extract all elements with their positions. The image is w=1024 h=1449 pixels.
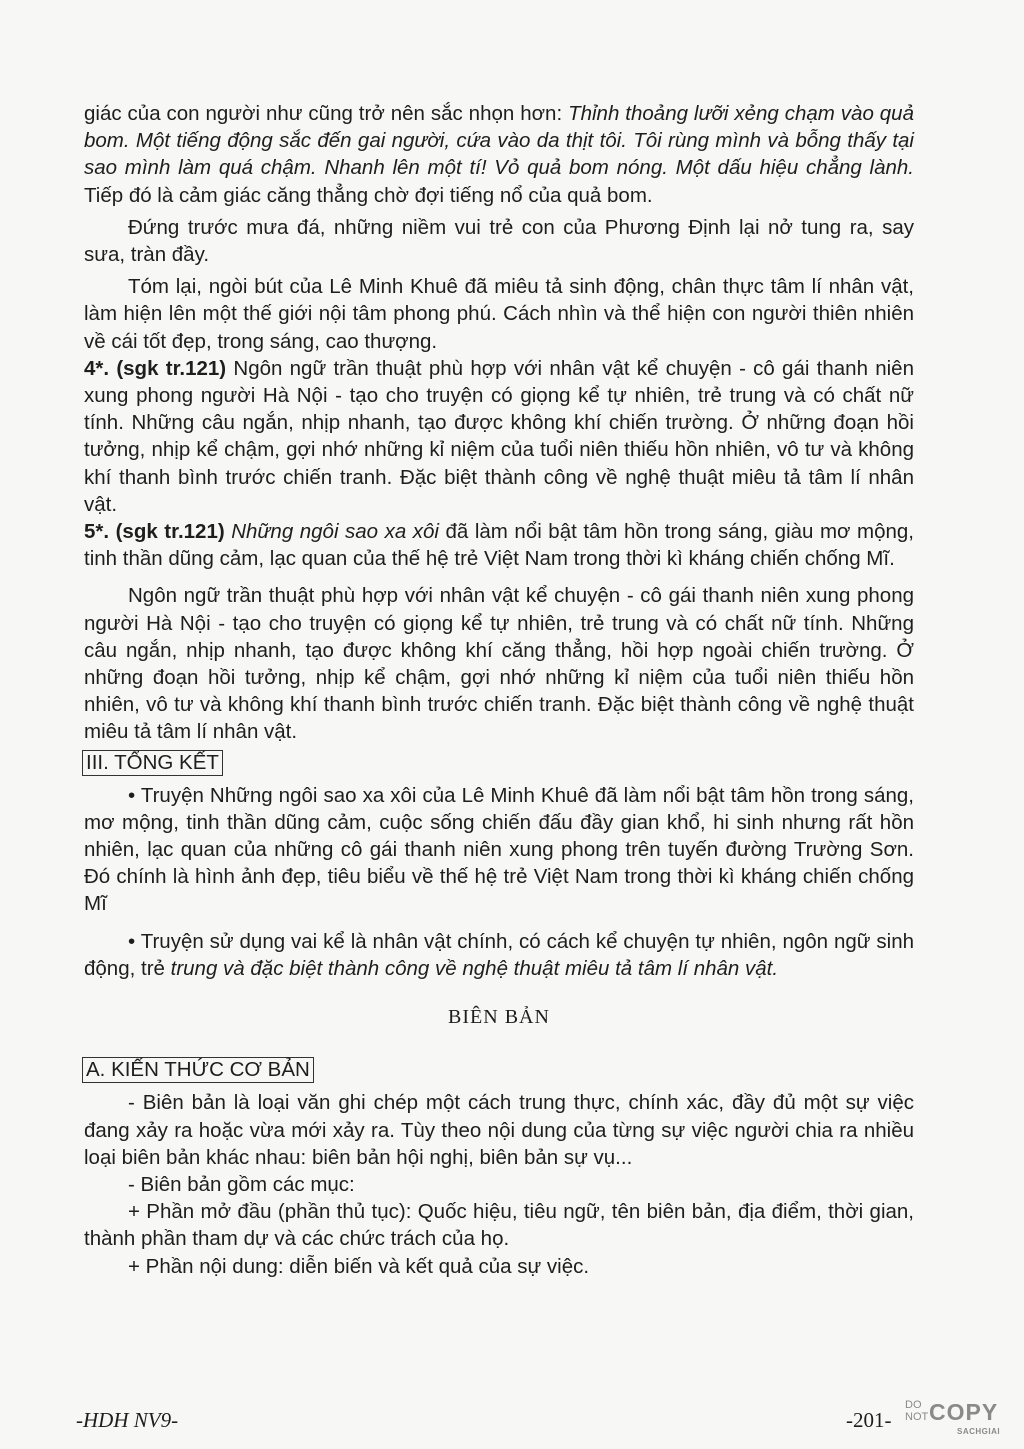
paragraph-text: • Truyện sử dụng vai kể là nhân vật chính, có cách kể chuyện tự nhiên, ngôn ngữ sinh động, trẻ [84,929,914,980]
paragraph-tom-lai: Tóm lại, ngòi bút của Lê Minh Khuê đã miêu tả sinh động, chân thực tâm lí nhân vật, làm hiện lên một thế giới nội tâm phong phú. Cách nhìn và thể hiện con người thiên nhiên về cái tốt đẹp, trong sáng, cao thượng. [84,275,914,353]
watermark-copy: COPY [929,1399,999,1425]
watermark-logo [905,1400,1013,1442]
bien-ban-part-mo-dau: + Phần mở đầu (phần thủ tục): Quốc hiệu, tiêu ngữ, tên biên bản, địa điểm, thời gian, thành phần tham dự và các chức trách của họ. [84,1200,914,1251]
question-4 [84,355,914,518]
section-heading-tong-ket: III. TỔNG KẾT [82,750,223,776]
paragraph-text: giác của con người như cũng trở nên sắc nhọn hơn: [84,102,569,125]
page-number: -201- [846,1408,892,1432]
section-title-bien-ban: BIÊN BẢN [448,1006,550,1029]
question-answer: đã làm nổi bật tâm hồn trong sáng, giàu mơ mộng, tinh thần dũng cảm, lạc quan của thế hệ trẻ Việt Nam trong thời kì kháng chiến chống Mĩ. [84,520,914,571]
paragraph-cam-giac [84,100,914,209]
watermark-brand: SACHGIAI [957,1427,1001,1436]
watermark-do: DO [905,1399,922,1411]
summary-bullet-2 [84,928,914,982]
bien-ban-structure: - Biên bản gồm các mục: [128,1172,355,1196]
italic-quote: Thỉnh thoảng lưỡi xẻng chạm vào quả bom. Một tiếng động sắc đến gai người, cứa vào da thịt tôi. Tôi rùng mình và bỗng thấy tại sao mình làm quá chậm. Nhanh lên một tí! Vỏ quả bom nóng. Một dấu hiệu chẳng lành. [84,102,914,180]
section-heading-kien-thuc: A. KIẾN THỨC CƠ BẢN [82,1057,314,1083]
question-label: 4*. (sgk tr.121) [84,356,227,380]
bien-ban-part-noi-dung: + Phần nội dung: diễn biến và kết quả của sự việc. [128,1254,590,1278]
watermark-not: NOT [905,1411,929,1423]
paragraph-ngon-ngu: Ngôn ngữ trần thuật phù hợp với nhân vật kể chuyện - cô gái thanh niên xung phong người Hà Nội - tạo cho truyện có giọng kể tự nhiên, trẻ trung và có chất nữ tính. Những câu ngắn, nhịp nhanh, tạo được không khí căng thẳng, hồi hợp ngoài chiến trường. Ở những đoạn hồi tưởng, nhịp kể chậm, gợi nhớ những kỉ niệm của tuổi niên thiếu hồn nhiên, vô tư và không khí thanh bình trước chiến tranh. Đặc biệt thành công về nghệ thuật miêu tả tâm lí nhân vật. [84,584,914,744]
italic-text: trung và đặc biệt thành công về nghệ thuật miêu tả tâm lí nhân vật. [170,956,779,980]
page-content [84,100,914,1280]
question-answer: Ngôn ngữ trần thuật phù hợp với nhân vật kể chuyện - cô gái thanh niên xung phong người Hà Nội - tạo cho truyện có giọng kể tự nhiên, trẻ trung và có chất nữ tính. Những câu ngắn, nhịp nhanh, tạo được không khí chiến trường. Ở những đoạn hồi tưởng, nhịp kể chậm, gợi nhớ những kỉ niệm của tuổi niên thiếu hồn nhiên, vô tư và không khí thanh bình trước chiến tranh. Đặc biệt thành công về nghệ thuật miêu tả tâm lí nhân vật. [84,356,914,516]
question-5 [84,518,914,572]
bien-ban-definition: - Biên bản là loại văn ghi chép một cách trung thực, chính xác, đầy đủ một sự việc đang xảy ra hoặc vừa mới xảy ra. Tùy theo nội dung của từng sự việc người chia ra nhiều loại biên bản khác nhau: biên bản hội nghị, biên bản sự vụ... [84,1091,914,1169]
paragraph-mua-da: Đứng trước mưa đá, những niềm vui trẻ con của Phương Định lại nở tung ra, say sưa, tràn đầy. [84,215,914,267]
summary-bullet-1: • Truyện Những ngôi sao xa xôi của Lê Minh Khuê đã làm nổi bật tâm hồn trong sáng, mơ mộng, tinh thần dũng cảm, cuộc sống chiến đấu đầy gian khổ, hi sinh nhưng rất hồn nhiên, lạc quan của những cô gái thanh niên xung phong trên tuyến đường Trường Sơn. Đó chính là hình ảnh đẹp, tiêu biểu về thế hệ trẻ Việt Nam trong thời kì kháng chiến chống Mĩ [84,783,914,916]
paragraph-text: Tiếp đó là cảm giác căng thẳng chờ đợi tiếng nổ của quả bom. [84,183,653,207]
footer-book-code: -HDH NV9- [76,1408,179,1432]
work-title: Những ngôi sao xa xôi [224,520,439,544]
question-label: 5*. (sgk tr.121) [84,520,225,544]
